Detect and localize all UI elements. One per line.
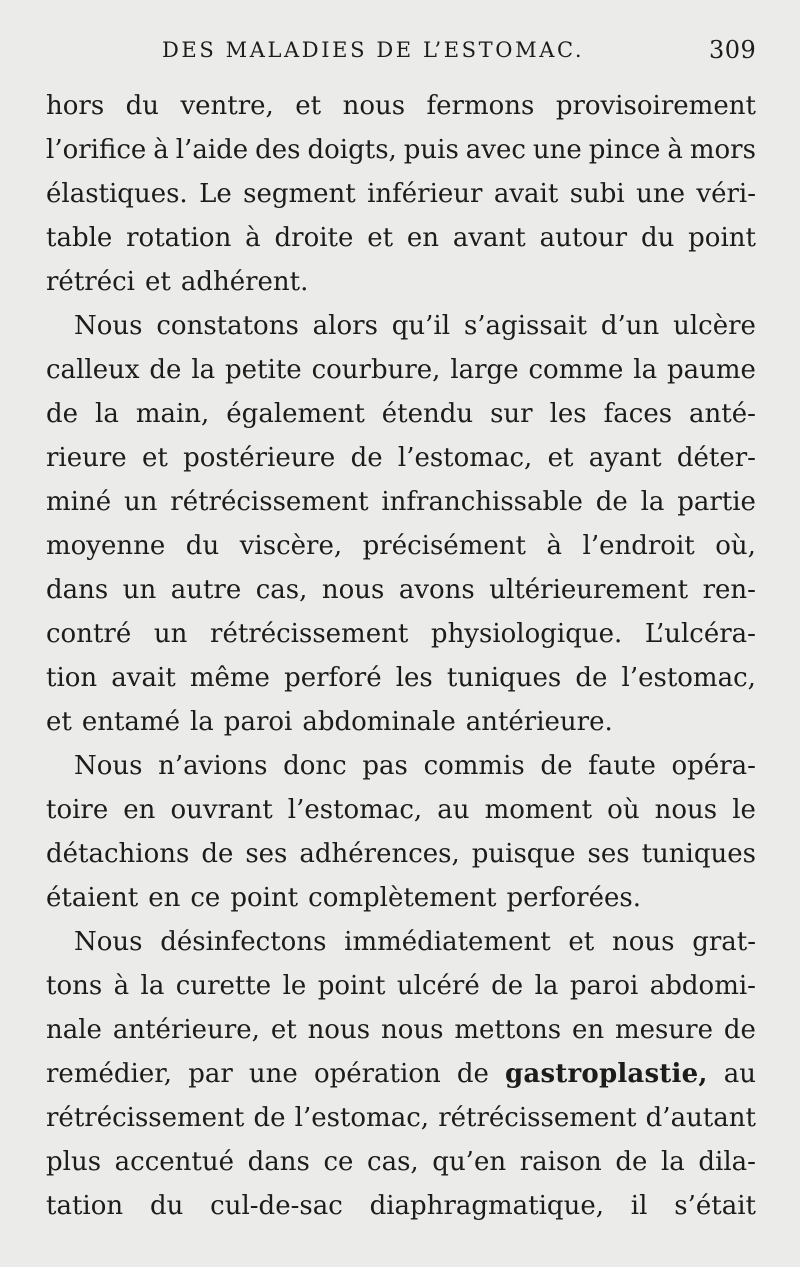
word: cas, xyxy=(255,575,308,605)
word: faces xyxy=(603,399,673,429)
word: droite xyxy=(274,223,354,253)
word: véri- xyxy=(696,179,756,209)
word: à xyxy=(153,135,169,165)
word: accentué xyxy=(114,1147,234,1177)
word: nous xyxy=(611,927,675,957)
word: comme xyxy=(528,355,624,385)
word: et xyxy=(144,267,171,297)
word: déter- xyxy=(676,443,756,473)
word: puisque xyxy=(471,839,576,869)
text-line xyxy=(46,700,756,744)
word: ce xyxy=(190,883,221,913)
word: infranchissable xyxy=(381,487,583,517)
word: curette xyxy=(175,971,272,1001)
word: petite xyxy=(225,355,302,385)
word: un xyxy=(122,575,157,605)
word: où, xyxy=(715,531,756,561)
word: diaphragmatique, xyxy=(369,1191,604,1221)
text-line xyxy=(46,84,756,128)
word: commis xyxy=(423,751,525,781)
word: ayant xyxy=(588,443,662,473)
text-line xyxy=(46,964,756,1008)
text-line xyxy=(46,480,756,524)
word: Nous xyxy=(74,311,143,341)
running-head xyxy=(0,36,800,72)
word: au xyxy=(437,795,470,825)
word: de xyxy=(149,355,182,385)
text-line xyxy=(46,920,756,964)
word: de xyxy=(575,663,608,693)
word: la xyxy=(189,707,214,737)
word: tation xyxy=(46,1191,124,1221)
word: l’estomac, xyxy=(621,663,756,693)
text-line xyxy=(46,568,756,612)
word: gastroplastie, xyxy=(505,1059,708,1089)
word: n’avions xyxy=(158,751,268,781)
word: pince xyxy=(588,135,661,165)
text-line xyxy=(46,744,756,788)
text-line xyxy=(46,348,756,392)
word: paroi xyxy=(223,707,293,737)
word: les xyxy=(549,399,587,429)
word: du xyxy=(185,531,220,561)
word: ses xyxy=(587,839,630,869)
text-line xyxy=(46,436,756,480)
word: point xyxy=(688,223,756,253)
word: alors xyxy=(312,311,378,341)
word: où xyxy=(607,795,640,825)
word: pas xyxy=(362,751,408,781)
word: la xyxy=(534,971,559,1001)
paragraph xyxy=(46,744,756,920)
word: main, xyxy=(135,399,210,429)
paragraph xyxy=(46,304,756,744)
word: rétrécissement xyxy=(438,1103,637,1133)
word: dans xyxy=(46,575,109,605)
word: tuniques xyxy=(641,839,756,869)
word: s’était xyxy=(674,1191,756,1221)
word: calleux xyxy=(46,355,140,385)
word: cas, xyxy=(367,1147,419,1177)
word: ulcéré xyxy=(396,971,480,1001)
word: Nous xyxy=(74,751,143,781)
word: l’endroit xyxy=(582,531,695,561)
word: étaient xyxy=(46,883,139,913)
word: complètement xyxy=(308,883,497,913)
word: et xyxy=(547,443,574,473)
word: dila- xyxy=(698,1147,756,1177)
word: et xyxy=(141,443,168,473)
word: du xyxy=(149,1191,184,1221)
word: de xyxy=(201,839,234,869)
word: grat- xyxy=(692,927,756,957)
word: antérieure, xyxy=(112,1015,260,1045)
word: dans xyxy=(247,1147,310,1177)
word: nale xyxy=(46,1015,102,1045)
word: autour xyxy=(539,223,628,253)
word: l’orifice xyxy=(46,135,147,165)
word: la xyxy=(640,487,665,517)
word: sur xyxy=(490,399,533,429)
word: de xyxy=(253,1103,286,1133)
word: fermons xyxy=(426,91,535,121)
word: Nous xyxy=(74,927,143,957)
text-line xyxy=(46,612,756,656)
word: physiologique. xyxy=(430,619,623,649)
word: tuniques xyxy=(446,663,562,693)
word: ouvrant xyxy=(170,795,273,825)
word: rétrécissement xyxy=(46,1103,245,1133)
word: et xyxy=(46,707,72,737)
word: avec xyxy=(465,135,526,165)
word: les xyxy=(395,663,433,693)
word: la xyxy=(660,1147,685,1177)
text-line xyxy=(46,392,756,436)
word: de xyxy=(723,1015,756,1045)
word: autre xyxy=(170,575,242,605)
word: abdominale xyxy=(302,707,456,737)
word: de xyxy=(615,1147,648,1177)
word: opéra- xyxy=(671,751,756,781)
word: de xyxy=(491,971,524,1001)
word: et xyxy=(270,1015,297,1045)
text-line xyxy=(46,260,756,304)
text-line xyxy=(46,216,756,260)
word: rétrécissement xyxy=(210,619,409,649)
word: au xyxy=(723,1059,756,1089)
word: entamé xyxy=(81,707,180,737)
word: avait xyxy=(493,179,559,209)
word: doigts, xyxy=(307,135,397,165)
text-line xyxy=(46,1140,756,1184)
word: d’un xyxy=(600,311,660,341)
word: en xyxy=(123,795,156,825)
word: l’estomac, xyxy=(294,1103,430,1133)
word: miné xyxy=(46,487,112,517)
word: du xyxy=(640,223,675,253)
word: ventre, xyxy=(180,91,274,121)
word: adhérences, xyxy=(299,839,460,869)
text-line xyxy=(46,1052,756,1096)
word: contré xyxy=(46,619,132,649)
word: désinfectons xyxy=(160,927,327,957)
word: postérieure xyxy=(183,443,336,473)
word: subi xyxy=(569,179,625,209)
text-line xyxy=(46,788,756,832)
word: qu’il xyxy=(391,311,451,341)
word: la xyxy=(140,971,165,1001)
word: cul-de-sac xyxy=(210,1191,343,1221)
running-title: DES MALADIES DE L’ESTOMAC. xyxy=(162,38,585,62)
word: même xyxy=(189,663,270,693)
word: partie xyxy=(677,487,756,517)
word: rétréci xyxy=(46,267,135,297)
word: avons xyxy=(398,575,475,605)
body-text xyxy=(46,84,756,1228)
word: du xyxy=(125,91,160,121)
word: nous xyxy=(380,1015,444,1045)
text-line xyxy=(46,304,756,348)
word: l’aide xyxy=(175,135,249,165)
word: et xyxy=(367,223,394,253)
word: anté- xyxy=(689,399,756,429)
word: une xyxy=(248,1059,298,1089)
paragraph xyxy=(46,920,756,1228)
word: le xyxy=(282,971,307,1001)
word: avant xyxy=(452,223,526,253)
word: toire xyxy=(46,795,109,825)
word: en xyxy=(571,1015,605,1045)
text-line xyxy=(46,1008,756,1052)
word: élastiques. xyxy=(46,179,188,209)
word: ultérieurement xyxy=(489,575,689,605)
word: il xyxy=(630,1191,648,1221)
word: ce xyxy=(323,1147,354,1177)
word: perforé xyxy=(284,663,382,693)
word: étendu xyxy=(381,399,474,429)
word: s’agissait xyxy=(463,311,587,341)
text-line xyxy=(46,172,756,216)
word: mors xyxy=(689,135,756,165)
word: large xyxy=(450,355,519,385)
word: ren- xyxy=(702,575,756,605)
word: perforées. xyxy=(506,883,641,913)
word: un xyxy=(153,619,188,649)
word: tons xyxy=(46,971,103,1001)
word: moyenne xyxy=(46,531,166,561)
word: immédiatement xyxy=(344,927,551,957)
word: adhérent. xyxy=(180,267,309,297)
word: ses xyxy=(245,839,288,869)
word: la xyxy=(95,399,119,429)
word: paroi xyxy=(569,971,639,1001)
word: puis xyxy=(403,135,459,165)
word: mesure xyxy=(615,1015,713,1045)
word: de xyxy=(540,751,573,781)
word: des xyxy=(255,135,301,165)
word: un xyxy=(123,487,158,517)
word: donc xyxy=(283,751,347,781)
word: à xyxy=(546,531,562,561)
text-line xyxy=(46,656,756,700)
word: une xyxy=(636,179,685,209)
word: moment xyxy=(484,795,593,825)
word: point xyxy=(317,971,386,1001)
word: ulcère xyxy=(673,311,756,341)
word: également xyxy=(226,399,365,429)
word: constatons xyxy=(156,311,299,341)
word: abdomi- xyxy=(649,971,756,1001)
word: d’autant xyxy=(645,1103,756,1133)
word: détachions xyxy=(46,839,190,869)
word: de xyxy=(46,399,79,429)
word: L’ulcéra- xyxy=(644,619,756,649)
word: viscère, xyxy=(239,531,343,561)
paragraph xyxy=(46,84,756,304)
word: l’estomac, xyxy=(287,795,423,825)
text-line xyxy=(46,876,756,920)
word: en xyxy=(406,223,440,253)
word: le xyxy=(732,795,756,825)
word: hors xyxy=(46,91,105,121)
word: en xyxy=(148,883,181,913)
word: par xyxy=(188,1059,233,1089)
word: de xyxy=(456,1059,489,1089)
word: faute xyxy=(588,751,656,781)
text-line xyxy=(46,832,756,876)
word: avait xyxy=(111,663,176,693)
word: de xyxy=(595,487,628,517)
word: paume xyxy=(667,355,756,385)
word: tion xyxy=(46,663,98,693)
word: qu’en xyxy=(432,1147,507,1177)
word: la xyxy=(633,355,658,385)
page-number: 309 xyxy=(709,36,757,64)
word: segment xyxy=(243,179,356,209)
word: rotation xyxy=(126,223,232,253)
word: à xyxy=(667,135,683,165)
text-line xyxy=(46,524,756,568)
word: nous xyxy=(654,795,718,825)
word: de xyxy=(350,443,383,473)
text-line xyxy=(46,128,756,172)
word: à xyxy=(113,971,130,1001)
text-line xyxy=(46,1096,756,1140)
word: provisoirement xyxy=(555,91,756,121)
word: point xyxy=(230,883,299,913)
word: inférieur xyxy=(367,179,483,209)
word: nous xyxy=(321,575,385,605)
word: l’estomac, xyxy=(397,443,533,473)
word: raison xyxy=(519,1147,602,1177)
word: précisément xyxy=(362,531,526,561)
word: et xyxy=(568,927,595,957)
word: courbure, xyxy=(311,355,441,385)
word: la xyxy=(191,355,216,385)
word: rieure xyxy=(46,443,127,473)
word: antérieure. xyxy=(465,707,613,737)
word: remédier, xyxy=(46,1059,173,1089)
word: une xyxy=(532,135,582,165)
word: et xyxy=(295,91,322,121)
word: mettons xyxy=(454,1015,562,1045)
word: plus xyxy=(46,1147,102,1177)
word: opération xyxy=(313,1059,441,1089)
word: à xyxy=(245,223,261,253)
word: rétrécissement xyxy=(170,487,369,517)
word: Le xyxy=(199,179,232,209)
text-line xyxy=(46,1184,756,1228)
word: table xyxy=(46,223,113,253)
word: nous xyxy=(307,1015,371,1045)
word: nous xyxy=(342,91,406,121)
